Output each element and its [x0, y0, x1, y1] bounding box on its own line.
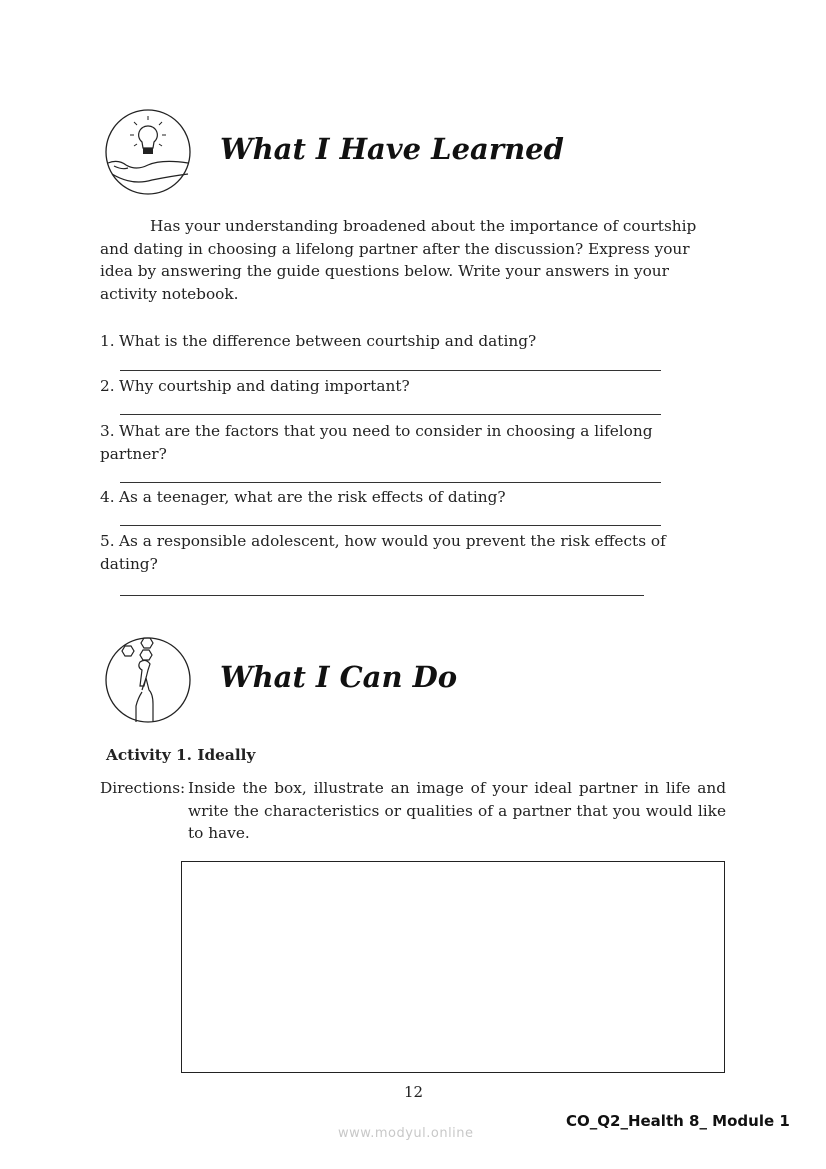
- directions-label: Directions:: [100, 779, 186, 797]
- page-number: 12: [404, 1083, 424, 1101]
- question-1: 1. What is the difference between courtship and dating?: [100, 332, 537, 350]
- answer-line-5: [120, 595, 644, 596]
- answer-line-2: [120, 414, 661, 415]
- question-3: 3. What are the factors that you need to consider in choosing a lifelong partner?: [100, 422, 653, 463]
- question-2: 2. Why courtship and dating important?: [100, 377, 410, 395]
- lightbulb-hand-icon: [104, 108, 192, 196]
- drawing-box[interactable]: [181, 861, 725, 1073]
- question-4: 4. As a teenager, what are the risk effects of dating?: [100, 488, 506, 506]
- answer-line-1: [120, 370, 661, 371]
- section-title-what-i-can-do: What I Can Do: [220, 660, 458, 694]
- answer-line-3: [120, 482, 661, 483]
- watermark: www.modyul.online: [338, 1126, 474, 1141]
- section-title-what-i-have-learned: What I Have Learned: [220, 132, 564, 166]
- directions-text: Inside the box, illustrate an image of your ideal partner in life and write the characteristics or qualities of a partner that you would like to have.: [188, 779, 726, 842]
- question-5: 5. As a responsible adolescent, how would you prevent the risk effects of dating?: [100, 532, 666, 573]
- activity-title: Activity 1. Ideally: [106, 746, 256, 764]
- wrench-hand-icon: [104, 636, 192, 724]
- intro-paragraph: Has your understanding broadened about the importance of courtship and dating in choosing a lifelong partner after the discussion? Express your idea by answering the guide questions below. Write your answers in your activity notebook.: [100, 217, 697, 303]
- answer-line-4: [120, 525, 661, 526]
- module-code: CO_Q2_Health 8_ Module 1: [566, 1112, 790, 1130]
